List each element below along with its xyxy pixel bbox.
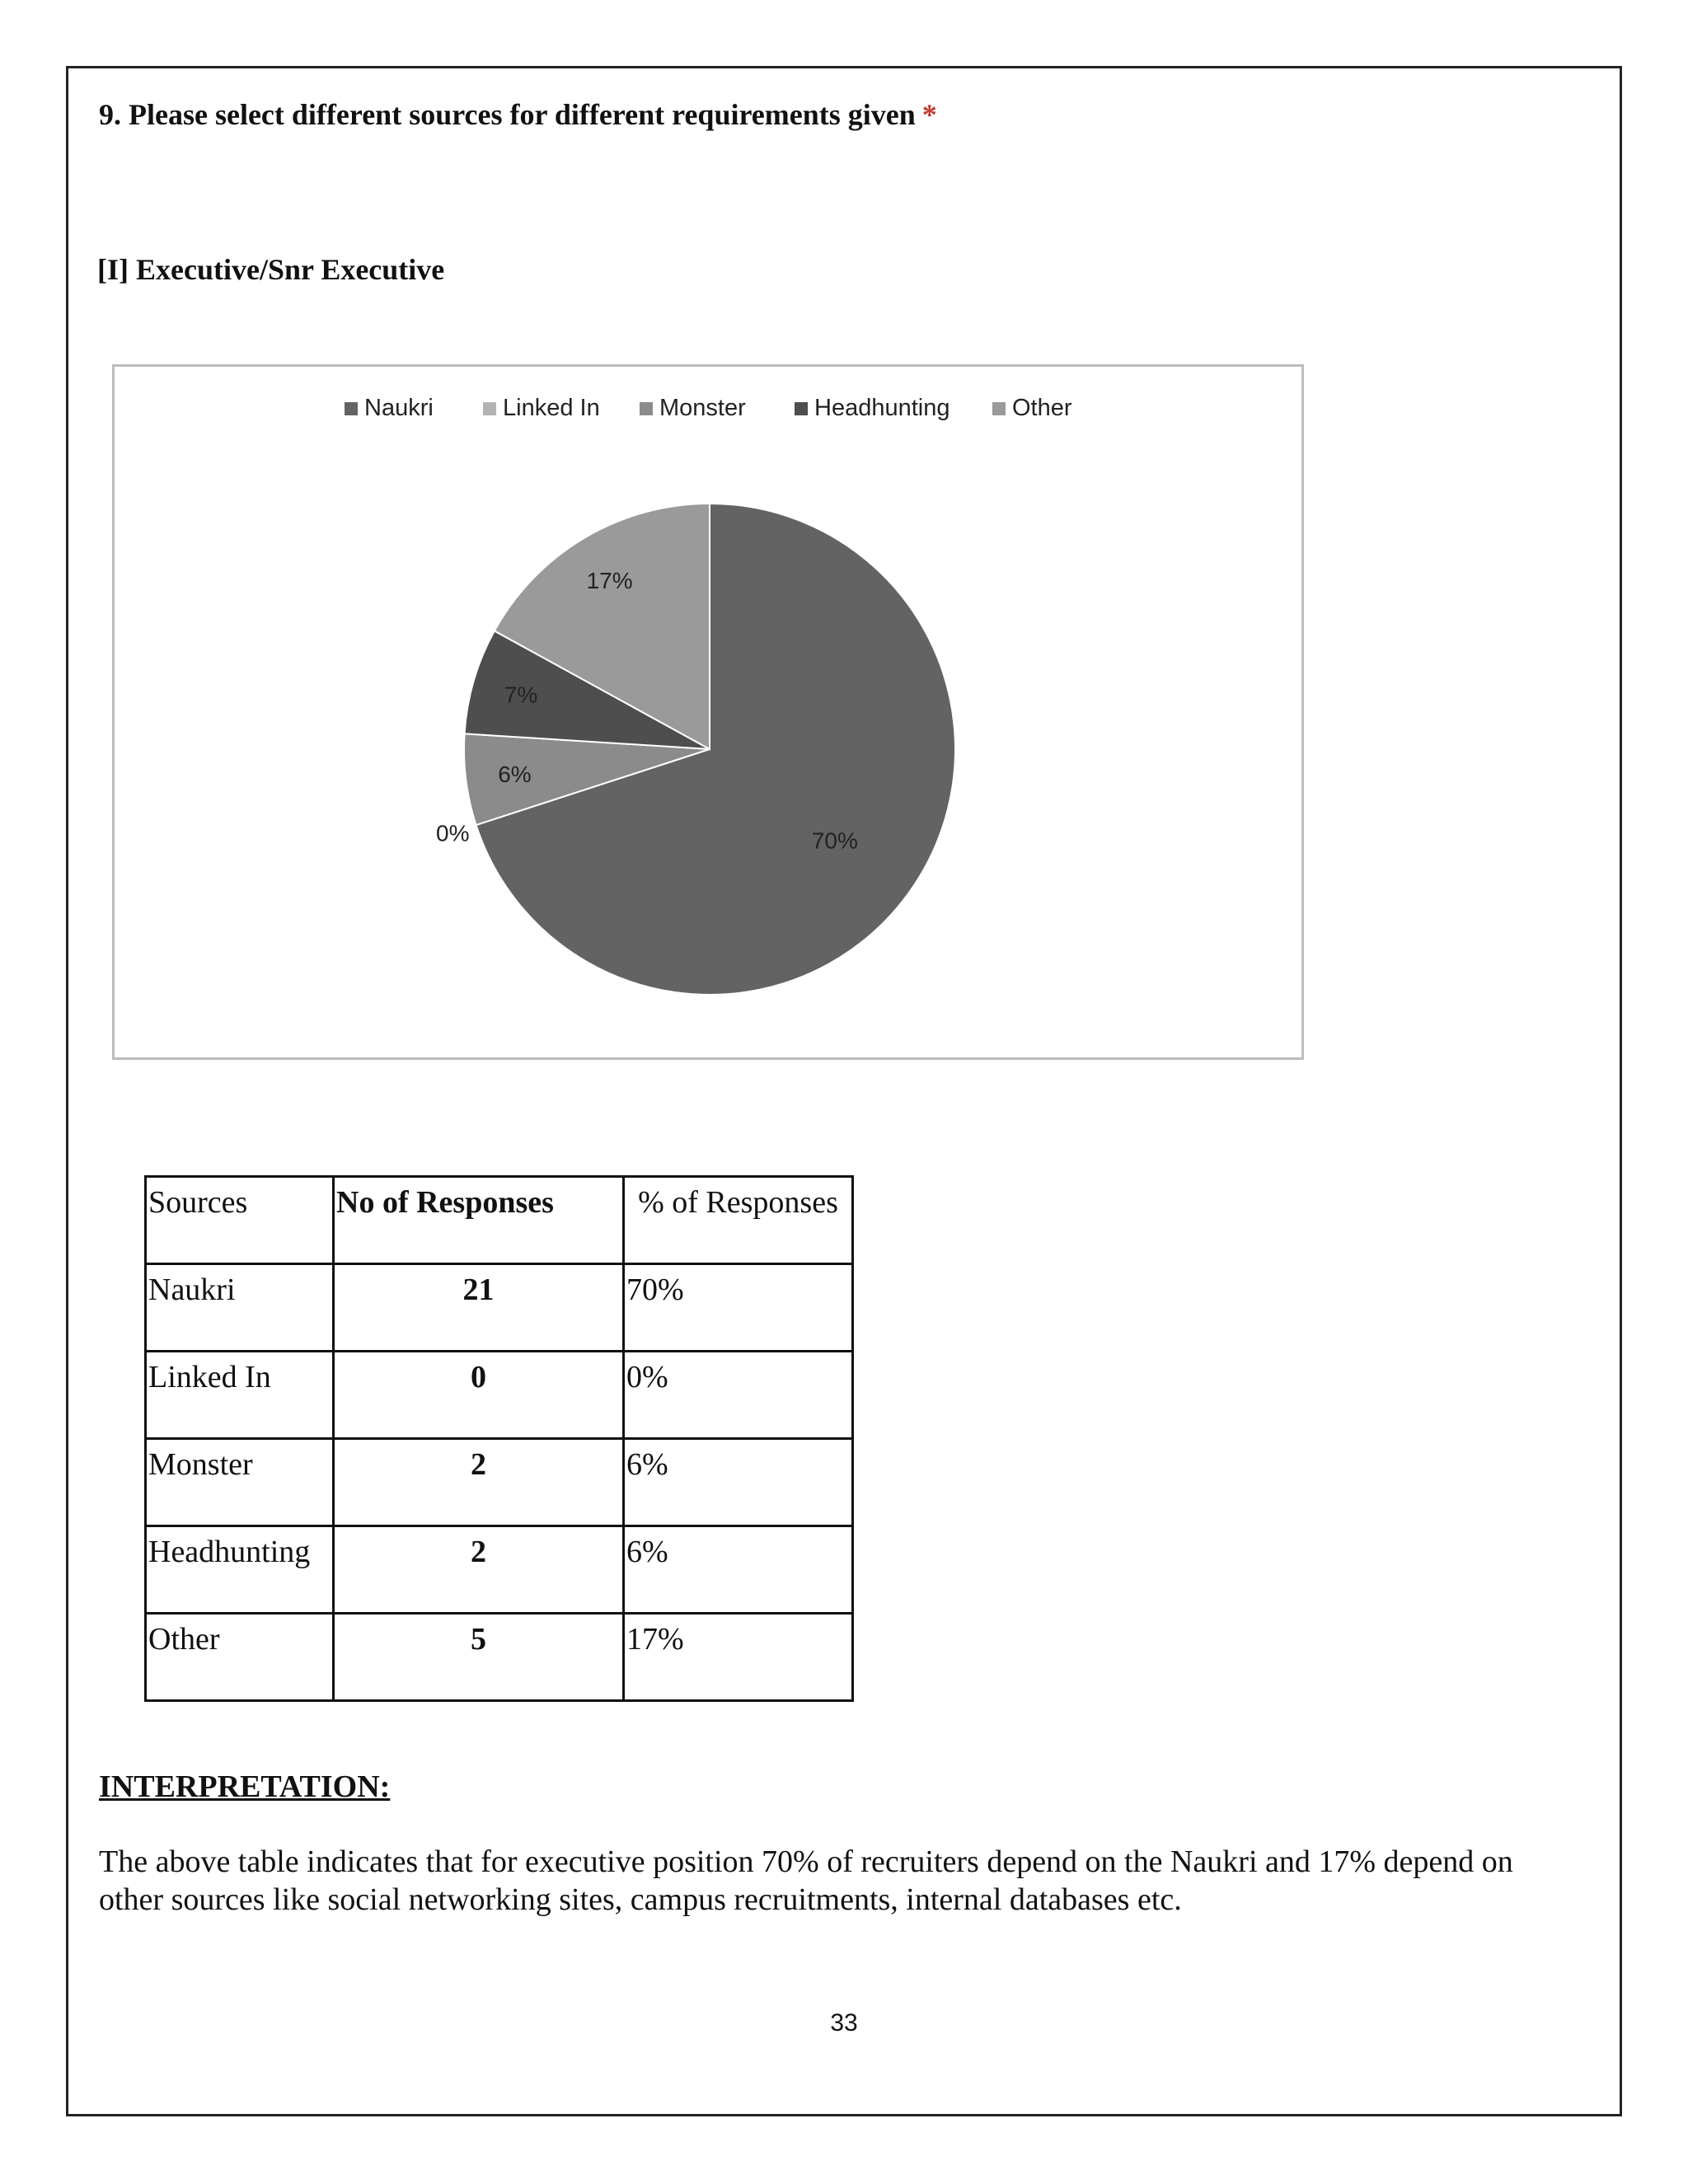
interpretation-text: The above table indicates that for executive position 70% of recruiters depend on the Naukri and 17% depend on other sources like social networking sites, campus recruitments, internal databases etc. [99,1844,1513,1917]
table-cell: Sources [146,1177,334,1264]
table-row [146,1614,853,1701]
data-label: 70% [811,827,858,854]
table-row [146,1352,853,1439]
table-cell: 6% [624,1439,853,1526]
table-row [146,1439,853,1526]
table-cell: 17% [624,1614,853,1701]
legend-swatch [640,402,653,415]
table-cell: Monster [146,1439,334,1526]
table-cell: % of Responses [624,1177,853,1264]
table-cell: No of Responses [334,1177,624,1264]
legend-label: Monster [659,395,746,421]
table-cell: 2 [334,1439,624,1526]
data-label: 17% [586,567,633,593]
page-number: 33 [830,2009,858,2036]
required-asterisk: * [921,98,937,131]
table-cell: 5 [334,1614,624,1701]
pie-chart-svg [115,367,1301,1057]
table-cell: 2 [334,1526,624,1614]
legend-label: Headhunting [814,395,950,421]
table-cell: 21 [334,1264,624,1352]
interpretation-heading: INTERPRETATION: [99,1769,391,1804]
table-cell: 0 [334,1352,624,1439]
table-cell: Naukri [146,1264,334,1352]
table-cell: Other [146,1614,334,1701]
table-cell: Linked In [146,1352,334,1439]
data-label: 0% [436,820,470,846]
legend-label: Naukri [364,395,434,421]
table-row [146,1264,853,1352]
legend-swatch [992,402,1006,415]
section-subheading: [I] Executive/Snr Executive [97,253,445,286]
pie-chart [112,364,1304,1060]
data-label: 6% [498,761,532,787]
legend-swatch [483,402,496,415]
legend-label: Linked In [503,395,600,421]
question-heading [99,97,937,132]
table-cell: 0% [624,1352,853,1439]
table-cell: Headhunting [146,1526,334,1614]
legend-swatch [795,402,808,415]
legend-label: Other [1012,395,1072,421]
table-cell: 70% [624,1264,853,1352]
legend-swatch [345,402,358,415]
responses-table [144,1175,854,1702]
table-row [146,1526,853,1614]
data-label: 7% [504,682,538,708]
table-header-row [146,1177,853,1264]
question-text: 9. Please select different sources for different requirements given [99,98,916,131]
table-cell: 6% [624,1526,853,1614]
